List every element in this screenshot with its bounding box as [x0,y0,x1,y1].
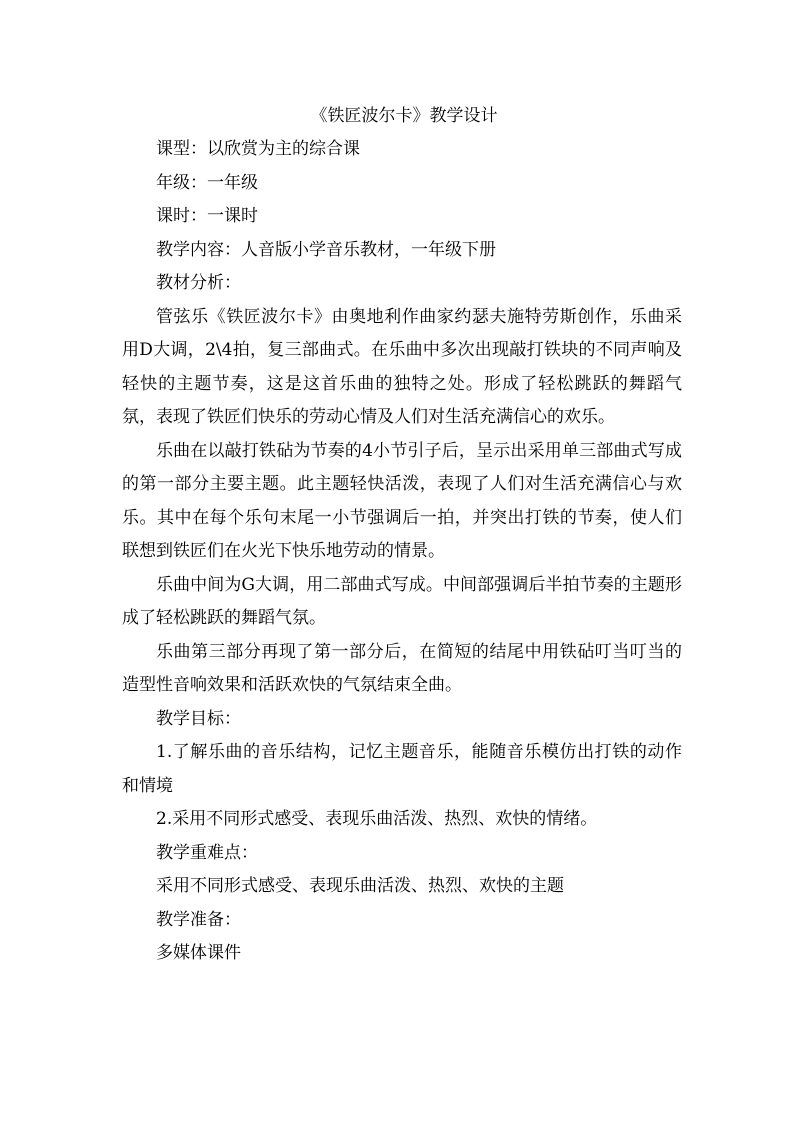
analysis-paragraph-2: 乐曲在以敲打铁砧为节奏的4小节引子后，呈示出采用单三部曲式写成的第一部分主要主题。此主题轻快活泼，表现了人们对生活充满信心与欢乐。其中在每个乐句末尾一小节强调后一拍，并突出打铁的节奏，使人们联想到铁匠们在火光下快乐地劳动的情景。 [122,440,682,561]
analysis-paragraph-4: 乐曲第三部分再现了第一部分后，在简短的结尾中用铁砧叮当叮当的造型性音响效果和活跃欢快的气氛结束全曲。 [122,641,682,695]
document-body [122,100,682,971]
class-hours: 课时：一课时 [156,206,258,226]
grade: 年级：一年级 [156,172,258,193]
document-title: 《铁匠波尔卡》教学设计 [310,106,498,126]
teaching-goal-1: 1.了解乐曲的音乐结构，记忆主题音乐，能随音乐模仿出打铁的动作和情境 [122,742,682,796]
teaching-content: 教学内容：人音版小学音乐教材，一年级下册 [156,239,496,260]
preparation: 多媒体课件 [156,943,241,963]
preparation-heading: 教学准备： [156,909,241,930]
lesson-type: 课型：以欣赏为主的综合课 [156,139,360,159]
key-points: 采用不同形式感受、表现乐曲活泼、热烈、欢快的主题 [156,876,564,896]
teaching-goal-2: 2.采用不同形式感受、表现乐曲活泼、热烈、欢快的情绪。 [156,809,598,829]
analysis-paragraph-1: 管弦乐《铁匠波尔卡》由奥地利作曲家约瑟夫施特劳斯创作，乐曲采用D大调，2\4拍，复三部曲式。在乐曲中多次出现敲打铁块的不同声响及轻快的主题节奏，这是这首乐曲的独特之处。形成了轻松跳跃的舞蹈气氛，表现了铁匠们快乐的劳动心情及人们对生活充满信心的欢乐。 [122,306,682,427]
material-analysis-heading: 教材分析： [156,273,241,293]
key-points-heading: 教学重难点： [156,842,258,863]
teaching-goals-heading: 教学目标： [156,708,241,729]
analysis-paragraph-3: 乐曲中间为G大调，用二部曲式写成。中间部强调后半拍节奏的主题形成了轻松跳跃的舞蹈气氛。 [122,574,682,628]
